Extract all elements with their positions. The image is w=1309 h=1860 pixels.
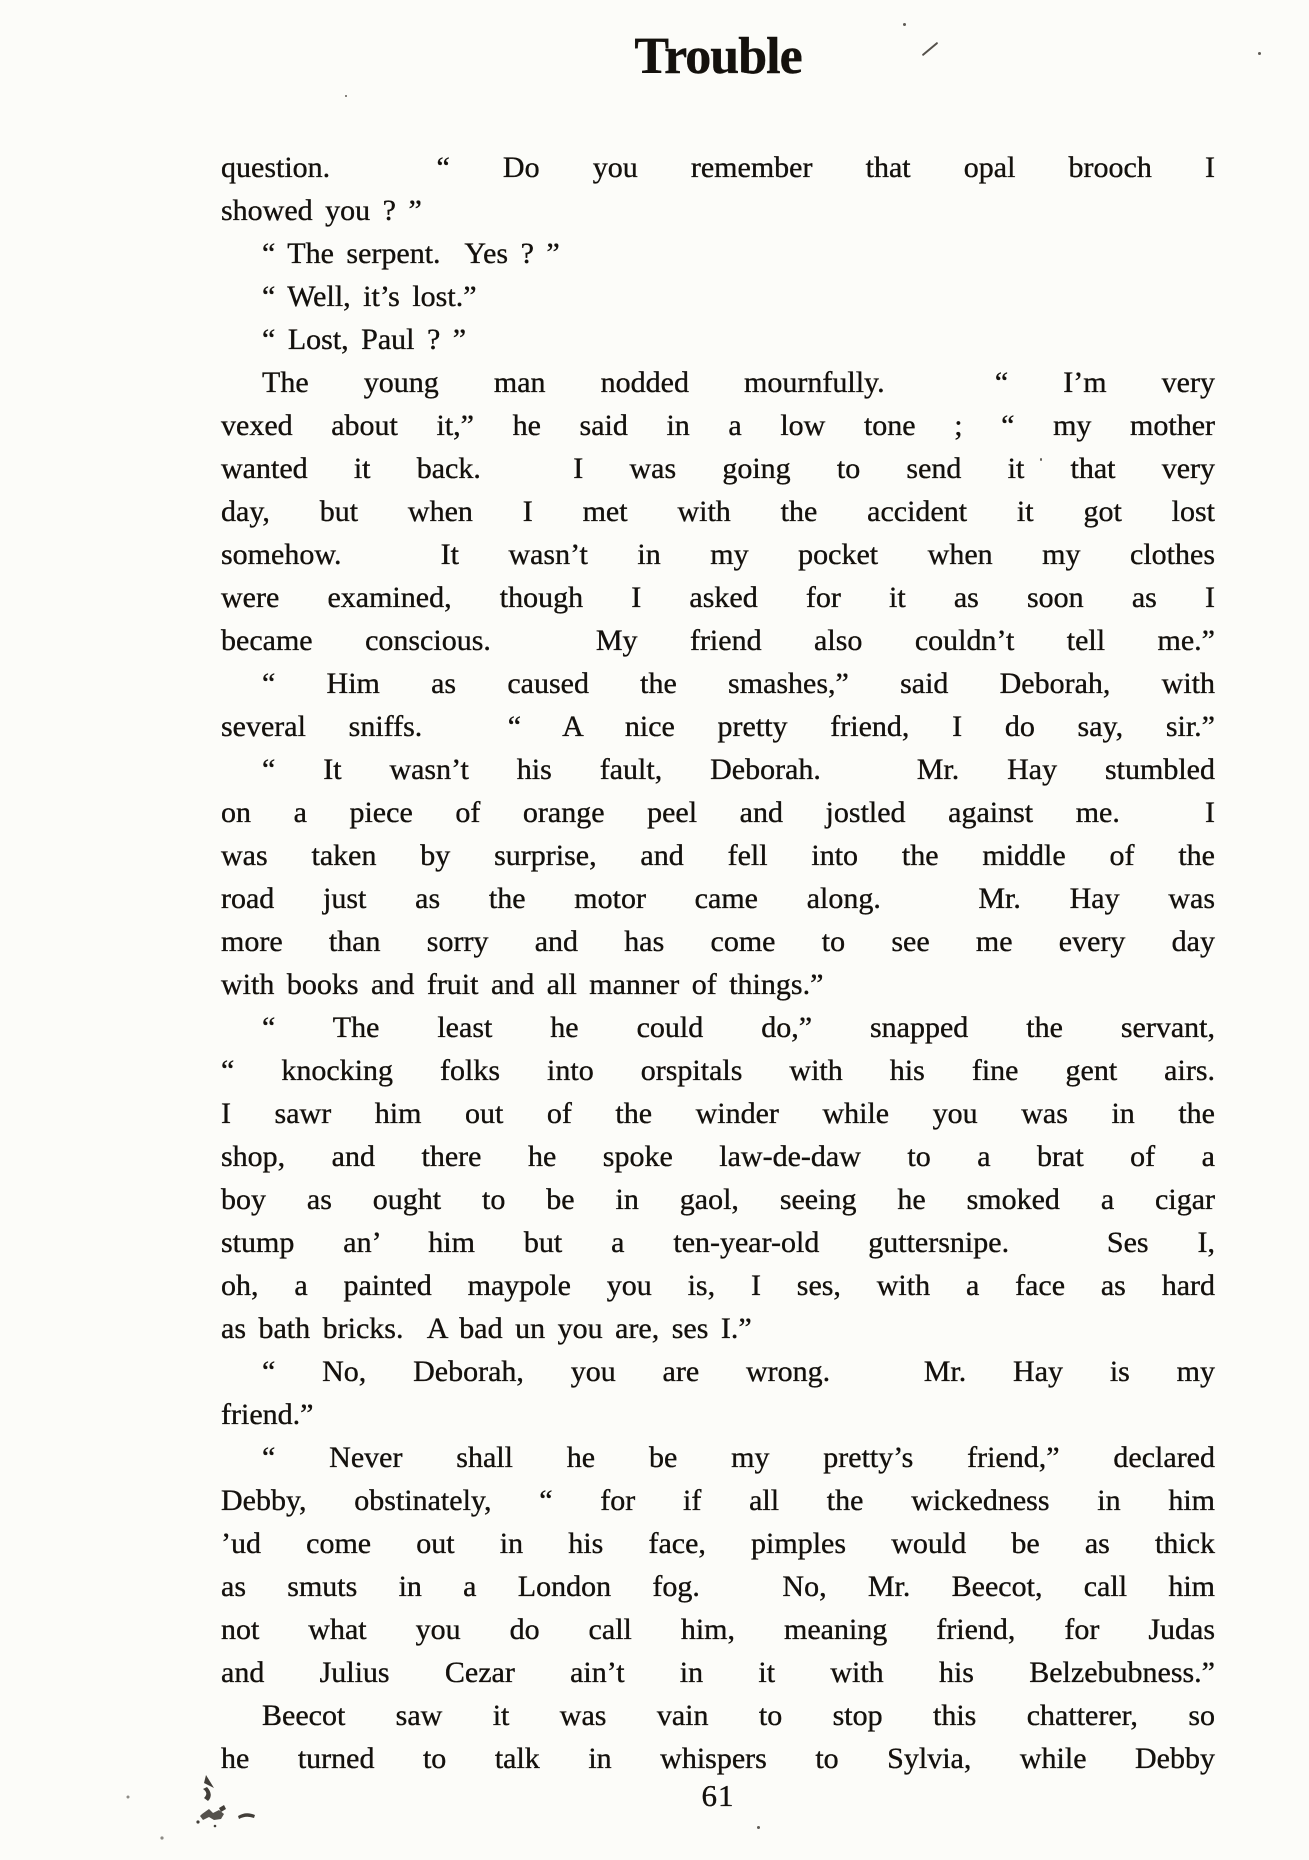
text-line: “ No, Deborah, you are wrong. Mr. Hay is my (262, 1355, 1215, 1388)
text-line: “ Lost, Paul ? ” (262, 323, 467, 356)
text-line: and Julius Cezar ain’t in it with his Belzebubness.” (221, 1656, 1215, 1689)
paragraph (221, 662, 1215, 748)
text-line: were examined, though I asked for it as soon as I (221, 581, 1215, 614)
paragraph (221, 275, 1215, 318)
paragraph (221, 318, 1215, 361)
page-number: 61 (701, 1778, 735, 1813)
paragraph (221, 1694, 1215, 1780)
text-line: oh, a painted maypole you is, I ses, with a face as hard (221, 1269, 1215, 1302)
paragraph (221, 748, 1215, 1006)
scan-speck (345, 95, 347, 97)
text-line: became conscious. My friend also couldn’t tell me.” (221, 624, 1215, 657)
paragraph (221, 1350, 1215, 1436)
text-line: as smuts in a London fog. No, Mr. Beecot, call him (221, 1570, 1215, 1603)
text-line: day, but when I met with the accident it got lost (221, 495, 1215, 528)
page-text (221, 146, 1215, 1780)
text-line: “ It wasn’t his fault, Deborah. Mr. Hay stumbled (262, 753, 1215, 786)
text-line: “ Well, it’s lost.” (262, 280, 477, 313)
text-line: Debby, obstinately, “ for if all the wickedness in him (221, 1484, 1215, 1517)
text-line: showed you ? ” (221, 194, 422, 227)
text-line: “ The least he could do,” snapped the servant, (262, 1011, 1215, 1044)
scan-speck (903, 23, 906, 26)
page-title: Trouble (634, 28, 802, 85)
paragraph (221, 1436, 1215, 1694)
ink-smudge (118, 1772, 268, 1847)
text-line: several sniffs. “ A nice pretty friend, I do say, sir.” (221, 710, 1215, 743)
text-line: friend.” (221, 1398, 314, 1431)
text-line: he turned to talk in whispers to Sylvia, while Debby (221, 1742, 1215, 1775)
scan-speck (1258, 52, 1261, 55)
text-line: “ knocking folks into orspitals with his fine gent airs. (221, 1054, 1215, 1087)
text-line: Beecot saw it was vain to stop this chatterer, so (262, 1699, 1215, 1732)
text-line: vexed about it,” he said in a low tone ; “ my mother (221, 409, 1215, 442)
text-line: boy as ought to be in gaol, seeing he smoked a cigar (221, 1183, 1215, 1216)
paragraph (221, 232, 1215, 275)
text-line: with books and fruit and all manner of things.” (221, 968, 824, 1001)
text-line: was taken by surprise, and fell into the middle of the (221, 839, 1215, 872)
text-line: The young man nodded mournfully. “ I’m very (262, 366, 1215, 399)
text-line: I sawr him out of the winder while you was in the (221, 1097, 1215, 1130)
text-line: shop, and there he spoke law-de-daw to a brat of a (221, 1140, 1215, 1173)
text-line: road just as the motor came along. Mr. Hay was (221, 882, 1215, 915)
text-line: “ Never shall he be my pretty’s friend,” declared (262, 1441, 1215, 1474)
text-line: on a piece of orange peel and jostled against me. I (221, 796, 1215, 829)
scan-speck (757, 1826, 760, 1829)
text-line: question. “ Do you remember that opal brooch I (221, 151, 1215, 184)
text-line: not what you do call him, meaning friend, for Judas (221, 1613, 1215, 1646)
text-line: stump an’ him but a ten-year-old guttersnipe. Ses I, (221, 1226, 1215, 1259)
text-line: more than sorry and has come to see me every day (221, 925, 1215, 958)
paragraph (221, 146, 1215, 232)
paragraph (221, 1006, 1215, 1350)
text-line: “ The serpent. Yes ? ” (262, 237, 560, 270)
text-line: ’ud come out in his face, pimples would be as thick (221, 1527, 1215, 1560)
text-line: “ Him as caused the smashes,” said Deborah, with (262, 667, 1215, 700)
paragraph (221, 361, 1215, 662)
text-line: as bath bricks. A bad un you are, ses I.” (221, 1312, 752, 1345)
text-line: somehow. It wasn’t in my pocket when my clothes (221, 538, 1215, 571)
text-line: wanted it back. I was going to send it that very (221, 452, 1215, 485)
